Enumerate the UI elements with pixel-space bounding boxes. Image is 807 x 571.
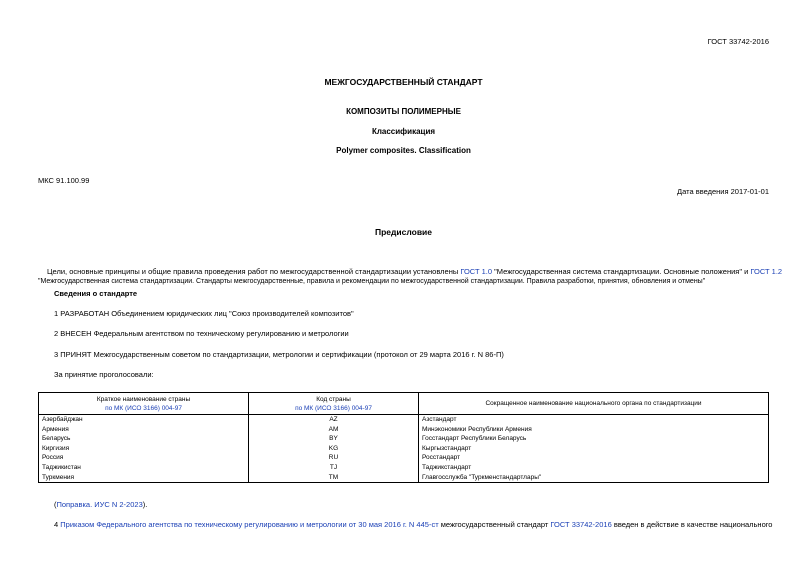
body-cell: Главгосслужба "Туркменстандартлары" <box>419 473 769 483</box>
code-cell: RU <box>249 453 419 463</box>
foreword-paragraph-line2: "Межгосударственная система стандартизации. Стандарты межгосударственные, правила и рекомендации по межгосударственной стандартизации. Правила разработки, принятия, обновления и отмены" <box>38 278 706 285</box>
voted-for-label: За принятие проголосовали: <box>54 370 154 379</box>
document-number: ГОСТ 33742-2016 <box>707 37 769 46</box>
code-cell: AM <box>249 425 419 435</box>
amendment-note: (Поправка. ИУС N 2-2023). <box>54 500 148 509</box>
foreword-text-part2: "Межгосударственная система стандартизации. Основные положения" и <box>492 267 751 276</box>
country-cell: Таджикистан <box>39 463 249 473</box>
standard-type-heading: МЕЖГОСУДАРСТВЕННЫЙ СТАНДАРТ <box>324 77 483 87</box>
gost-33742-link[interactable]: ГОСТ 33742-2016 <box>550 520 612 529</box>
document-title: КОМПОЗИТЫ ПОЛИМЕРНЫЕ <box>346 107 461 116</box>
country-code-header-link[interactable]: по МК (ИСО 3166) 004-97 <box>295 404 372 412</box>
table-row <box>39 415 769 425</box>
country-cell: Беларусь <box>39 434 249 444</box>
body-cell: Кыргызстандарт <box>419 444 769 454</box>
code-cell: BY <box>249 434 419 444</box>
country-cell: Туркмения <box>39 473 249 483</box>
body-cell: Минэкономики Республики Армения <box>419 425 769 435</box>
table-row <box>39 453 769 463</box>
intro-date: Дата введения 2017-01-01 <box>677 187 769 196</box>
table-row <box>39 425 769 435</box>
table-row <box>39 444 769 454</box>
gost-1-2-link[interactable]: ГОСТ 1.2 <box>750 267 783 276</box>
country-cell: Россия <box>39 453 249 463</box>
country-cell: Азербайджан <box>39 415 249 425</box>
body-cell: Азстандарт <box>419 415 769 425</box>
country-cell: Армения <box>39 425 249 435</box>
order-link[interactable]: Приказом Федерального агентства по техническому регулированию и метрологии от 30 мая 2016 г. N 445-ст <box>60 520 439 529</box>
foreword-text-part1: Цели, основные принципы и общие правила проведения работ по межгосударственной стандартизации установлены <box>47 267 461 276</box>
code-cell: TM <box>249 473 419 483</box>
code-cell: AZ <box>249 415 419 425</box>
enactment-item: 4 Приказом Федерального агентства по техническому регулированию и метрологии от 30 мая 2016 г. N 445-ст межгосударственный стандарт ГОСТ 33742-2016 введен в действие в качестве национального <box>54 520 773 529</box>
country-name-header: Краткое наименование страны по МК (ИСО 3166) 004-97 <box>39 393 249 415</box>
national-body-header: Сокращенное наименование национального органа по стандартизации <box>419 393 769 415</box>
table-header-row <box>39 393 769 415</box>
foreword-heading: Предисловие <box>374 227 433 237</box>
body-cell: Госстандарт Республики Беларусь <box>419 434 769 444</box>
country-cell: Киргизия <box>39 444 249 454</box>
table-row <box>39 434 769 444</box>
country-name-header-link[interactable]: по МК (ИСО 3166) 004-97 <box>105 404 182 412</box>
submitted-by-item: 2 ВНЕСЕН Федеральным агентством по техническому регулированию и метрологии <box>54 329 349 338</box>
document-title-english: Polymer composites. Classification <box>336 146 471 155</box>
table-row <box>39 463 769 473</box>
gost-1-0-link[interactable]: ГОСТ 1.0 <box>460 267 493 276</box>
body-cell: Росстандарт <box>419 453 769 463</box>
document-subtitle: Классификация <box>371 127 436 136</box>
table-row <box>39 473 769 483</box>
country-code-header: Код страны по МК (ИСО 3166) 004-97 <box>249 393 419 415</box>
foreword-paragraph-line1 <box>47 267 782 276</box>
adopted-by-item: 3 ПРИНЯТ Межгосударственным советом по стандартизации, метрологии и сертификации (протокол от 29 марта 2016 г. N 86-П) <box>54 350 504 359</box>
code-cell: KG <box>249 444 419 454</box>
mks-code: МКС 91.100.99 <box>38 176 90 185</box>
body-cell: Таджикстандарт <box>419 463 769 473</box>
code-cell: TJ <box>249 463 419 473</box>
developed-by-item: 1 РАЗРАБОТАН Объединением юридических лиц "Союз производителей композитов" <box>54 309 354 318</box>
voting-countries-table <box>38 392 769 483</box>
amendment-link[interactable]: Поправка. ИУС N 2-2023 <box>56 500 143 509</box>
standard-info-heading: Сведения о стандарте <box>54 289 138 298</box>
